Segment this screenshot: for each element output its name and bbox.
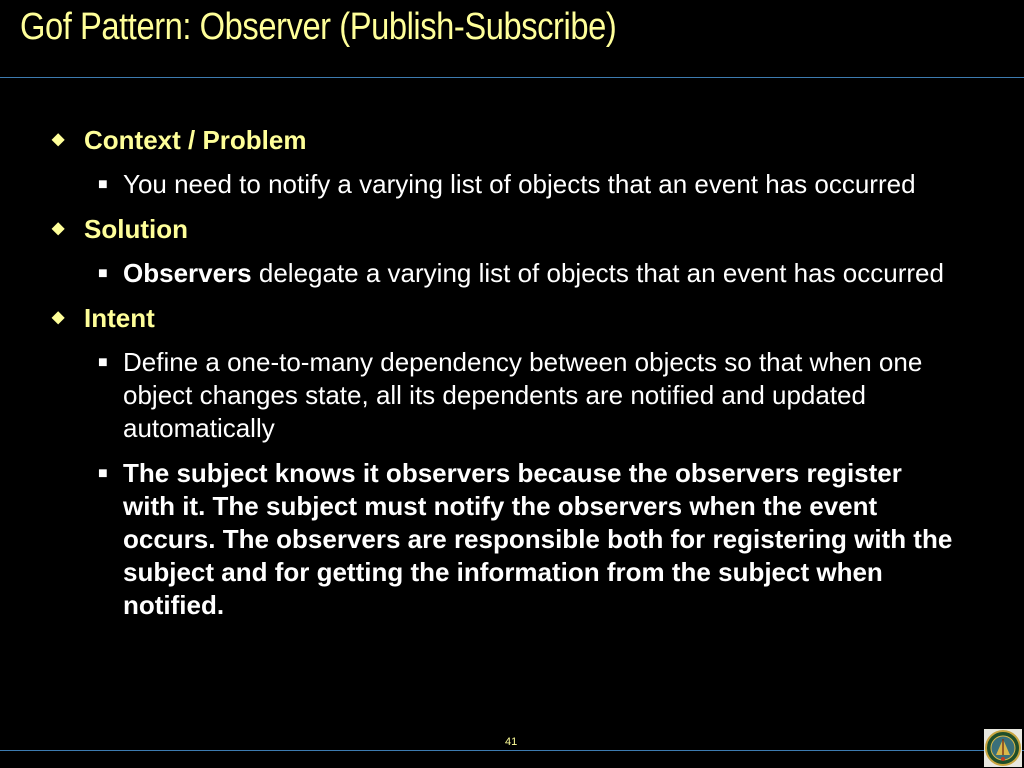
section-heading: [50, 124, 950, 156]
item-bold-lead: Observers: [123, 258, 252, 288]
footer-divider: [0, 750, 1024, 751]
square-icon: ■: [98, 465, 108, 482]
slide-content: [50, 124, 953, 634]
diamond-icon: ◆: [52, 309, 65, 326]
square-icon: ■: [98, 265, 108, 282]
heading-label: Intent: [84, 303, 155, 333]
section-item: [50, 457, 953, 622]
square-icon: ■: [98, 176, 108, 193]
diamond-icon: ◆: [52, 131, 65, 148]
item-text: The subject knows it observers because the observers register with it. The subject must notify the observers when the event occurs. The observers are responsible both for registering with the subject and for getting the information from the subject when notified.: [123, 458, 953, 620]
title-divider: [0, 77, 1024, 78]
page-number: 41: [505, 736, 518, 748]
diamond-icon: ◆: [52, 220, 65, 237]
section-heading: [50, 302, 950, 334]
section-item: [50, 346, 953, 445]
section-item: [50, 168, 953, 201]
item-text: delegate a varying list of objects that an event has occurred: [251, 258, 944, 288]
section-heading: [50, 213, 950, 245]
seal-logo: [984, 729, 1022, 767]
section-item: [50, 257, 953, 290]
item-text: You need to notify a varying list of objects that an event has occurred: [123, 169, 916, 199]
slide-title: Gof Pattern: Observer (Publish-Subscribe): [20, 6, 617, 48]
heading-label: Solution: [84, 214, 188, 244]
heading-label: Context / Problem: [84, 125, 307, 155]
item-text: Define a one-to-many dependency between objects so that when one object changes state, all its dependents are notified and updated automatically: [123, 347, 923, 443]
square-icon: ■: [98, 354, 108, 371]
